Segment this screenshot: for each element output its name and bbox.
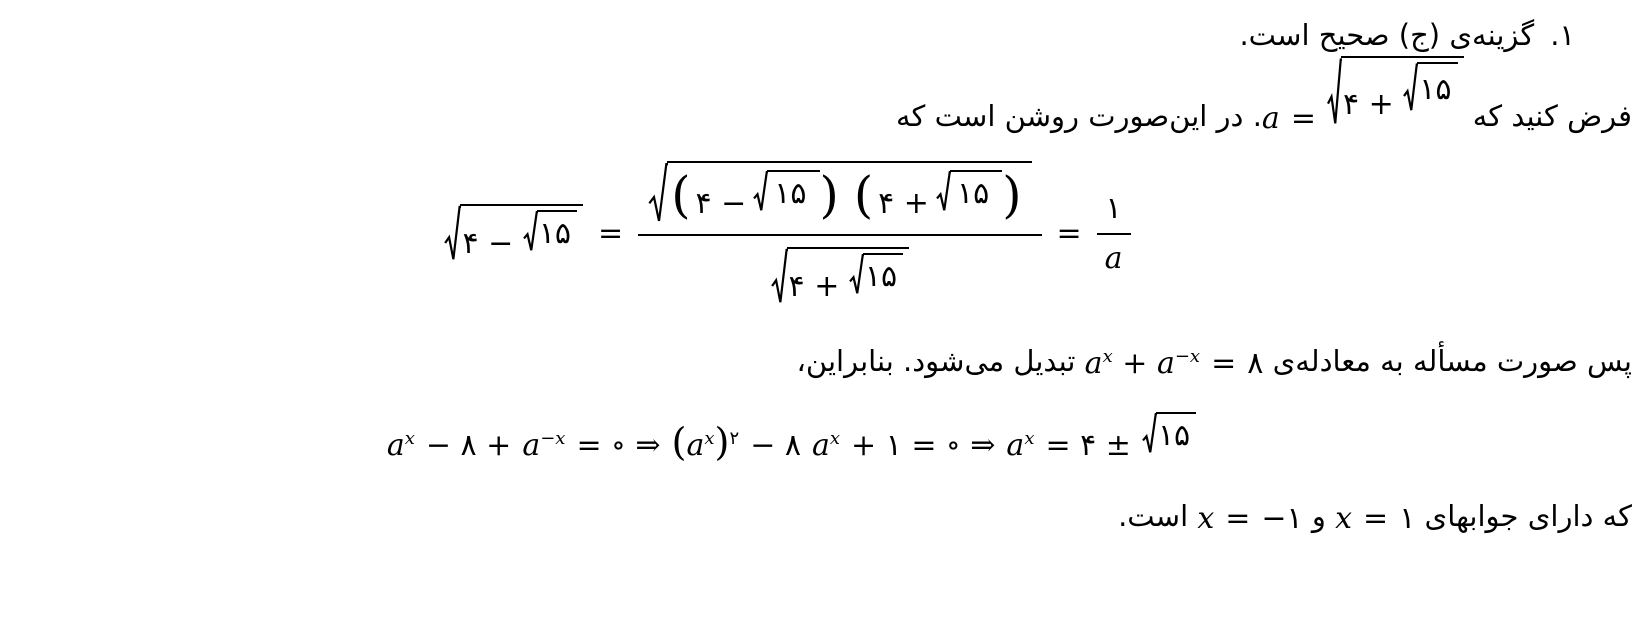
equals-sign: =	[1211, 346, 1237, 382]
open-paren: (	[671, 419, 687, 465]
solution-line-4	[7, 495, 1632, 541]
nested-square-root	[849, 253, 903, 296]
equals-sign: =	[1225, 500, 1251, 536]
relation-run: = ∘ ⇒	[576, 427, 661, 463]
conjunction-text: و	[1311, 498, 1326, 533]
equals-sign: =	[1056, 215, 1082, 251]
nested-radicand: ۱۵	[1417, 62, 1457, 114]
nested-radicand: ۱۵	[537, 210, 577, 253]
nested-radicand: ۱۵	[863, 253, 903, 296]
line4-lead-text: که دارای جوابهای	[1424, 498, 1632, 533]
operator-run: − ۸ +	[425, 427, 512, 463]
square-root	[1327, 56, 1464, 128]
power-term: $a^{-x}$	[522, 427, 566, 463]
power-term: $a^x$	[812, 427, 841, 463]
sqrt-lhs	[444, 204, 583, 263]
sqrt-numerator	[648, 161, 1031, 225]
inline-math-equation	[1085, 342, 1264, 386]
solution-line-1	[7, 14, 1575, 56]
solution-line-2	[7, 56, 1632, 141]
radicand	[1341, 56, 1464, 128]
nested-square-root	[753, 170, 819, 213]
line2-tail-text: . در این‌صورت روشن است که	[896, 99, 1262, 134]
radical-icon	[1327, 56, 1342, 128]
close-paren: )	[714, 419, 730, 465]
line2-lead-text: فرض کنید که	[1472, 99, 1632, 134]
main-fraction	[638, 161, 1041, 307]
line4-tail-text: است.	[1118, 498, 1189, 533]
square-root	[1142, 412, 1196, 455]
equals-sign: =	[1290, 101, 1316, 137]
solution-line-3	[7, 340, 1632, 386]
radicand: ۱۵	[1156, 412, 1196, 455]
display-equation-1	[0, 161, 1600, 307]
factor-group-2: ( ۴ + ۱۵ )	[853, 166, 1022, 225]
factor-group-1: ( ۴ − ۱۵ )	[671, 166, 839, 225]
nested-square-root	[1403, 62, 1457, 114]
power-term: $a^{-x}$	[1156, 345, 1201, 382]
power-term: $a^x$	[1084, 345, 1113, 382]
operator-run: − ۸	[750, 427, 801, 463]
reciprocal-numerator: ۱	[1105, 190, 1122, 226]
sqrt-denominator	[771, 247, 910, 306]
var-a: a	[1261, 101, 1280, 137]
power-term: $a^x$	[1006, 427, 1035, 463]
equals-sign: =	[1363, 500, 1389, 536]
radical-icon	[753, 170, 768, 213]
fraction-denominator	[761, 236, 920, 306]
nested-radicand: ۱۵	[767, 170, 819, 213]
radical-icon	[1403, 62, 1418, 114]
inline-math-solution-1: x = ۱	[1335, 500, 1416, 536]
operator-run: + ۱ = ∘ ⇒	[851, 427, 996, 463]
radical-icon	[444, 204, 461, 263]
relation-run: = ۴ ±	[1045, 427, 1131, 463]
nested-square-root	[523, 210, 577, 253]
line3-lead-text: پس صورت مسأله به معادله‌ی	[1272, 344, 1632, 379]
nested-square-root	[936, 170, 1002, 213]
inline-math-a-definition	[1262, 56, 1464, 141]
radicand	[667, 161, 1031, 225]
reciprocal-denominator: a	[1104, 241, 1123, 277]
line3-tail-text: تبدیل می‌شود. بنابراین،	[796, 344, 1076, 379]
display-equation-2	[0, 412, 1604, 465]
reciprocal-fraction	[1097, 191, 1131, 277]
squared-power-term: $(a^x)^۲$	[671, 419, 740, 465]
radical-icon	[1142, 412, 1157, 455]
item-number: ۱.	[1550, 18, 1575, 52]
line1-text: گزینه‌ی (ج) صحیح است.	[1239, 18, 1535, 52]
equals-sign: =	[598, 215, 624, 251]
radicand: ۴ − ۱۵	[460, 204, 583, 263]
value-eight: ۸	[1247, 346, 1264, 382]
radical-icon	[523, 210, 538, 253]
radical-icon	[648, 161, 668, 225]
radicand-prefix: ۴ +	[1342, 86, 1394, 122]
inline-math-solution-2: x = −۱	[1197, 500, 1303, 536]
power-term: $a^x$	[386, 427, 415, 463]
nested-radicand: ۱۵	[950, 170, 1002, 213]
radical-icon	[936, 170, 951, 213]
plus-sign: +	[1122, 346, 1148, 382]
radical-icon	[771, 247, 788, 306]
fraction-numerator	[638, 161, 1041, 234]
radicand: ۴ + ۱۵	[787, 247, 910, 306]
radical-icon	[849, 253, 864, 296]
